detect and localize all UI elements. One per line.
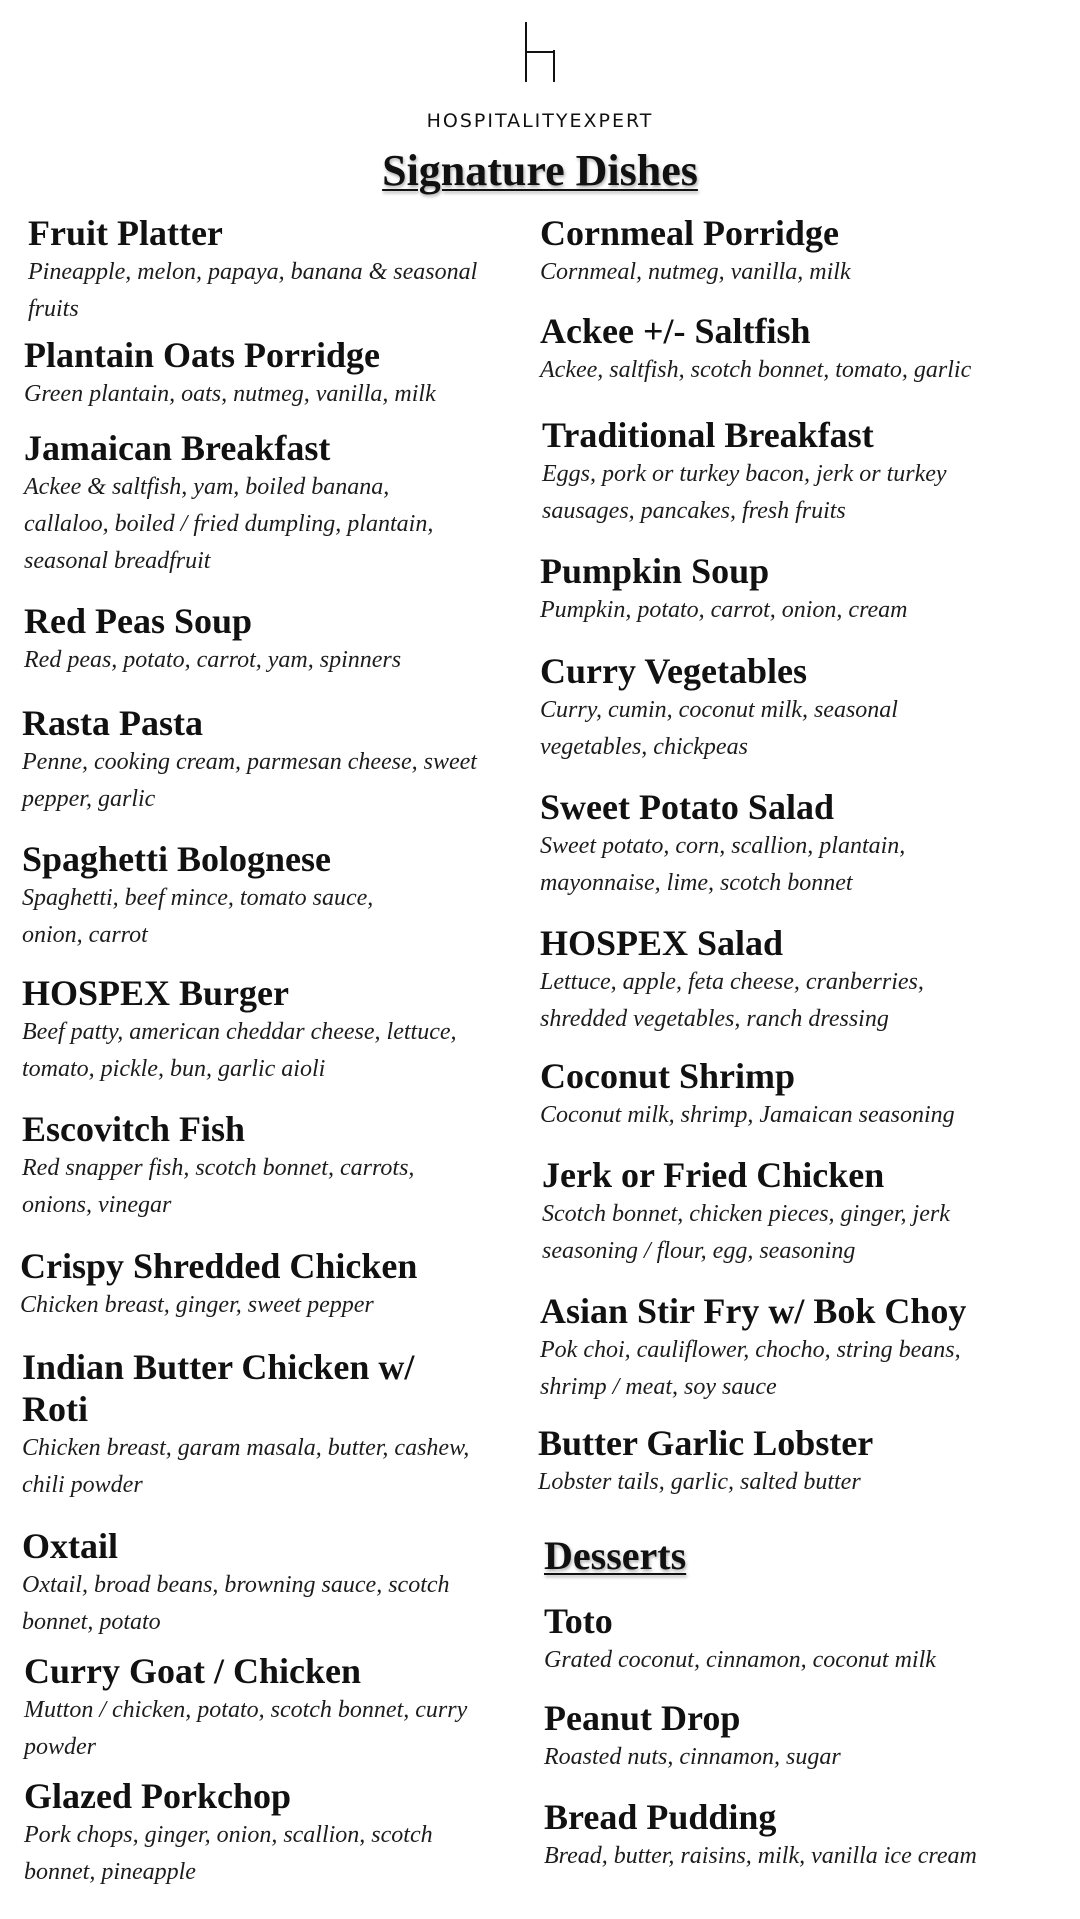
item-name: Jamaican Breakfast [24, 428, 331, 468]
item-name: Escovitch Fish [22, 1109, 246, 1149]
menu-item [538, 1422, 1058, 1501]
item-name: Crispy Shredded Chicken [20, 1246, 418, 1286]
item-description: Oxtail, broad beans, browning sauce, scotch bonnet, potato [22, 1572, 450, 1635]
item-description: Grated coconut, cinnamon, coconut milk [544, 1647, 936, 1673]
item-description: Red snapper fish, scotch bonnet, carrots, onions, vinegar [22, 1155, 415, 1218]
item-name: Glazed Porkchop [24, 1776, 291, 1816]
item-name: Asian Stir Fry w/ Bok Choy [540, 1291, 967, 1331]
menu-item [540, 650, 970, 766]
item-name: Pumpkin Soup [540, 551, 770, 591]
item-description: Beef patty, american cheddar cheese, lettuce, tomato, pickle, bun, garlic aioli [22, 1019, 457, 1082]
item-name: Bread Pudding [544, 1797, 777, 1837]
item-name: Coconut Shrimp [540, 1056, 796, 1096]
item-name: Peanut Drop [544, 1698, 741, 1738]
item-description: Scotch bonnet, chicken pieces, ginger, jerk seasoning / flour, egg, seasoning [542, 1201, 950, 1264]
item-name: Spaghetti Bolognese [22, 839, 332, 879]
menu-item [540, 550, 1060, 629]
item-description: Bread, butter, raisins, milk, vanilla ice cream [544, 1843, 977, 1869]
menu-item [540, 310, 1070, 389]
item-description: Green plantain, oats, nutmeg, vanilla, milk [24, 381, 436, 407]
item-name: Indian Butter Chicken w/ Roti [22, 1347, 415, 1429]
menu-item [542, 1154, 1012, 1270]
item-description: Red peas, potato, carrot, yam, spinners [24, 647, 402, 673]
h-monogram-icon [520, 20, 560, 84]
item-description: Penne, cooking cream, parmesan cheese, sweet pepper, garlic [22, 749, 477, 812]
menu-item [540, 922, 970, 1038]
item-description: Ackee, saltfish, scotch bonnet, tomato, garlic [540, 357, 972, 383]
item-description: Pumpkin, potato, carrot, onion, cream [540, 597, 908, 623]
item-description: Spaghetti, beef mince, tomato sauce, onion, carrot [22, 885, 374, 948]
item-description: Lettuce, apple, feta cheese, cranberries, shredded vegetables, ranch dressing [540, 969, 924, 1032]
item-name: HOSPEX Salad [540, 923, 784, 963]
item-description: Cornmeal, nutmeg, vanilla, milk [540, 259, 851, 285]
desserts-title: Desserts [544, 1533, 687, 1578]
item-description: Coconut milk, shrimp, Jamaican seasoning [540, 1102, 955, 1128]
menu-item [542, 414, 1002, 530]
dessert-item [544, 1796, 1074, 1875]
menu-item [22, 1525, 482, 1641]
menu-item [22, 1346, 470, 1504]
item-description: Mutton / chicken, potato, scotch bonnet, curry powder [24, 1697, 468, 1760]
item-name: Toto [544, 1601, 613, 1641]
item-description: Pork chops, ginger, onion, scallion, scotch bonnet, pineapple [24, 1822, 433, 1885]
dessert-item [544, 1600, 1064, 1679]
item-name: Jerk or Fried Chicken [542, 1155, 885, 1195]
item-name: Rasta Pasta [22, 703, 203, 743]
item-name: Curry Goat / Chicken [24, 1651, 361, 1691]
menu-item [24, 600, 494, 679]
menu-item [540, 786, 970, 902]
item-description: Chicken breast, garam masala, butter, cashew, chili powder [22, 1435, 470, 1498]
item-description: Curry, cumin, coconut milk, seasonal vegetables, chickpeas [540, 697, 898, 760]
brand-name: HOSPITALITYEXPERT [426, 110, 654, 132]
menu-item [28, 212, 498, 328]
item-description: Eggs, pork or turkey bacon, jerk or turkey sausages, pancakes, fresh fruits [542, 461, 947, 524]
menu-item [24, 334, 494, 413]
menu-item [22, 1108, 422, 1224]
item-description: Pok choi, cauliflower, chocho, string beans, shrimp / meat, soy sauce [540, 1337, 961, 1400]
item-name: Oxtail [22, 1526, 118, 1566]
item-name: Traditional Breakfast [542, 415, 874, 455]
dessert-item [544, 1697, 1064, 1776]
menu-item [22, 972, 502, 1088]
page-title: Signature Dishes [382, 146, 698, 195]
item-name: Red Peas Soup [24, 601, 253, 641]
item-name: Ackee +/- Saltfish [540, 311, 811, 351]
menu-item [24, 1650, 494, 1766]
item-description: Roasted nuts, cinnamon, sugar [544, 1744, 841, 1770]
menu-item [540, 1290, 1060, 1406]
menu-item [24, 1775, 474, 1891]
menu-item [540, 1055, 1070, 1134]
item-name: Sweet Potato Salad [540, 787, 834, 827]
item-description: Chicken breast, ginger, sweet pepper [20, 1292, 374, 1318]
menu-item [540, 212, 1060, 291]
brand-logo [0, 20, 1080, 132]
menu-item [22, 838, 422, 954]
item-name: Curry Vegetables [540, 651, 807, 691]
item-name: Plantain Oats Porridge [24, 335, 380, 375]
item-description: Pineapple, melon, papaya, banana & seasonal fruits [28, 259, 478, 322]
item-description: Sweet potato, corn, scallion, plantain, mayonnaise, lime, scotch bonnet [540, 833, 906, 896]
item-description: Lobster tails, garlic, salted butter [538, 1469, 861, 1495]
menu-item [24, 427, 454, 580]
item-name: HOSPEX Burger [22, 973, 289, 1013]
menu-item [20, 1245, 500, 1324]
item-name: Fruit Platter [28, 213, 223, 253]
item-description: Ackee & saltfish, yam, boiled banana, callaloo, boiled / fried dumpling, plantain, seasonal breadfruit [24, 474, 434, 574]
item-name: Cornmeal Porridge [540, 213, 839, 253]
menu-item [22, 702, 502, 818]
item-name: Butter Garlic Lobster [538, 1423, 874, 1463]
